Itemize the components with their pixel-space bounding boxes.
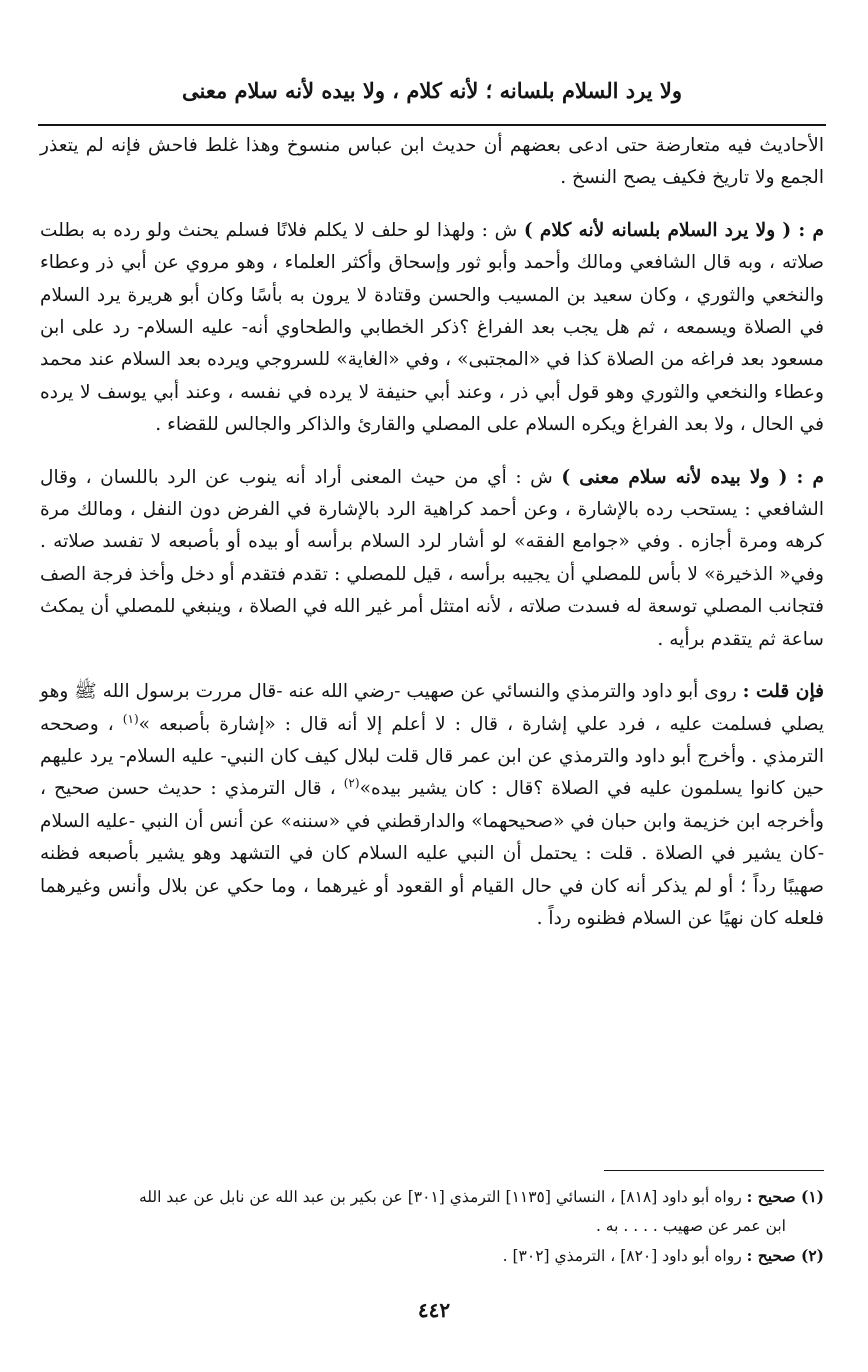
paragraph-1: الأحاديث فيه متعارضة حتى ادعى بعضهم أن حديث ابن عباس منسوخ وهذا غلط فاحش فإنه لم يتعذر الجمع ولا تاريخ فكيف يصح النسخ . — [40, 135, 824, 189]
footnote-1-continuation: ابن عمر عن صهيب . . . . به . — [595, 1217, 786, 1235]
running-header: ولا يرد السلام بلسانه ؛ لأنه كلام ، ولا بيده لأنه سلام معنى — [182, 78, 682, 103]
footnote-ref-1: (١) — [122, 711, 139, 726]
commentary-4c: ، قال الترمذي : حديث حسن صحيح ، وأخرجه ابن خزيمة وابن حبان في «صحيحهما» والدارقطني في «سننه» عن أنس أن النبي -عليه السلام -كان يشير في الصلاة . قلت : يحتمل أن النبي عليه السلام كان في التشهد وهو يشير بأصبعه فظنه صهيبًا رداً ؛ أو لم يذكر أنه كان في حال القيام أو القعود أو غيرهما ، وما حكي عن بلال وأنس وغيرهما فلعله كان نهيًا عن السلام فظنوه رداً . — [40, 778, 824, 929]
footnote-1-label: (١) صحيح : — [746, 1187, 824, 1206]
footnote-2 — [40, 1241, 824, 1271]
commentary-3: ش : أي من حيث المعنى أراد أنه ينوب عن الرد باللسان ، وقال الشافعي : يستحب رده بالإشارة ، وعن أحمد كراهية الرد بالإشارة في الفرض دون النفل ، ومالك مرة كرهه ومرة أجازه . وفي «جوامع الفقه» لو أشار لرد السلام برأسه أو بيده أو بأصبعه لا تفسد صلاته . وفي« الذخيرة» لا بأس للمصلي أن يجيبه برأسه ، قيل للمصلي : تقدم فتقدم أو دخل وأخذ فرجة الصف فتجانب المصلي توسعة له فسدت صلاته ، لأنه امتثل أمر غير الله في الصلاة ، وينبغي للمصلي أن يمكث ساعة ثم يتقدم برأيه . — [40, 466, 824, 650]
commentary-2: ش : ولهذا لو حلف لا يكلم فلانًا فسلم يحنث ولو رده به بطلت صلاته ، وبه قال الشافعي ومالك وأحمد وأبو ثور وإسحاق وأكثر العلماء ، وهو مروي عن أبي ذر وعطاء والنخعي والثوري ، وكان سعيد بن المسيب والحسن وقتادة لا يرون به بأسًا وكان أبو هريرة يرد السلام في الصلاة ويسمعه ، ثم هل يجب بعد الفراغ ؟ذكر الخطابي والطحاوي أنه- عليه السلام- رد على ابن مسعود بعد فراغه من الصلاة كذا في «المجتبى» ، وفي «الغاية» للسروجي ويرده بعد السلام عند محمد وعطاء والنخعي والثوري وهو قول أبي ذر ، وعند أبي حنيفة لا يرده في نفسه ، وعند أبي يوسف لا يرده في الحال ، ولا بعد الفراغ ويكره السلام على المصلي والقارئ والذاكر والجالس للقضاء . — [40, 219, 824, 436]
commentary-4b: ، وصححه الترمذي . وأخرج أبو داود والترمذي عن ابن عمر قال قلت لبلال كيف كان النبي- عليه السلام- يرد عليهم حين كانوا يسلمون عليه في الصلاة ؟قال : كان يشير بيده» — [40, 713, 824, 800]
lemma-4: فإن قلت : — [742, 681, 824, 703]
footnote-divider — [604, 1170, 824, 1171]
footnotes — [40, 1182, 824, 1271]
commentary-4a: روى أبو داود والترمذي والنسائي عن صهيب -رضي الله عنه -قال مررت برسول الله ﷺ وهو يصلي فسلمت عليه ، فرد علي إشارة ، قال : لا أعلم إلا أنه قال : «إشارة بأصبعه » — [40, 681, 824, 735]
footnote-1-text: رواه أبو داود [٨١٨] ، النسائي [١١٣٥] الترمذي [٣٠١] عن بكير بن عبد الله عن نابل عن عبد الله — [138, 1188, 747, 1206]
lemma-3: م : ( ولا بيده لأنه سلام معنى ) — [561, 466, 824, 488]
main-text — [40, 130, 824, 955]
paragraph-3 — [40, 462, 824, 656]
page-number: ٤٤٢ — [417, 1298, 451, 1322]
footnote-2-label: (٢) صحيح : — [746, 1246, 824, 1265]
lemma-2: م : ( ولا يرد السلام بلسانه لأنه كلام ) — [523, 219, 824, 241]
header-divider — [38, 124, 826, 126]
paragraph-4 — [40, 676, 824, 935]
paragraph-2 — [40, 215, 824, 442]
footnote-ref-2: (٢) — [343, 776, 360, 791]
footnote-1 — [40, 1182, 824, 1212]
footnote-2-text: رواه أبو داود [٨٢٠] ، الترمذي [٣٠٢] . — [502, 1247, 747, 1265]
